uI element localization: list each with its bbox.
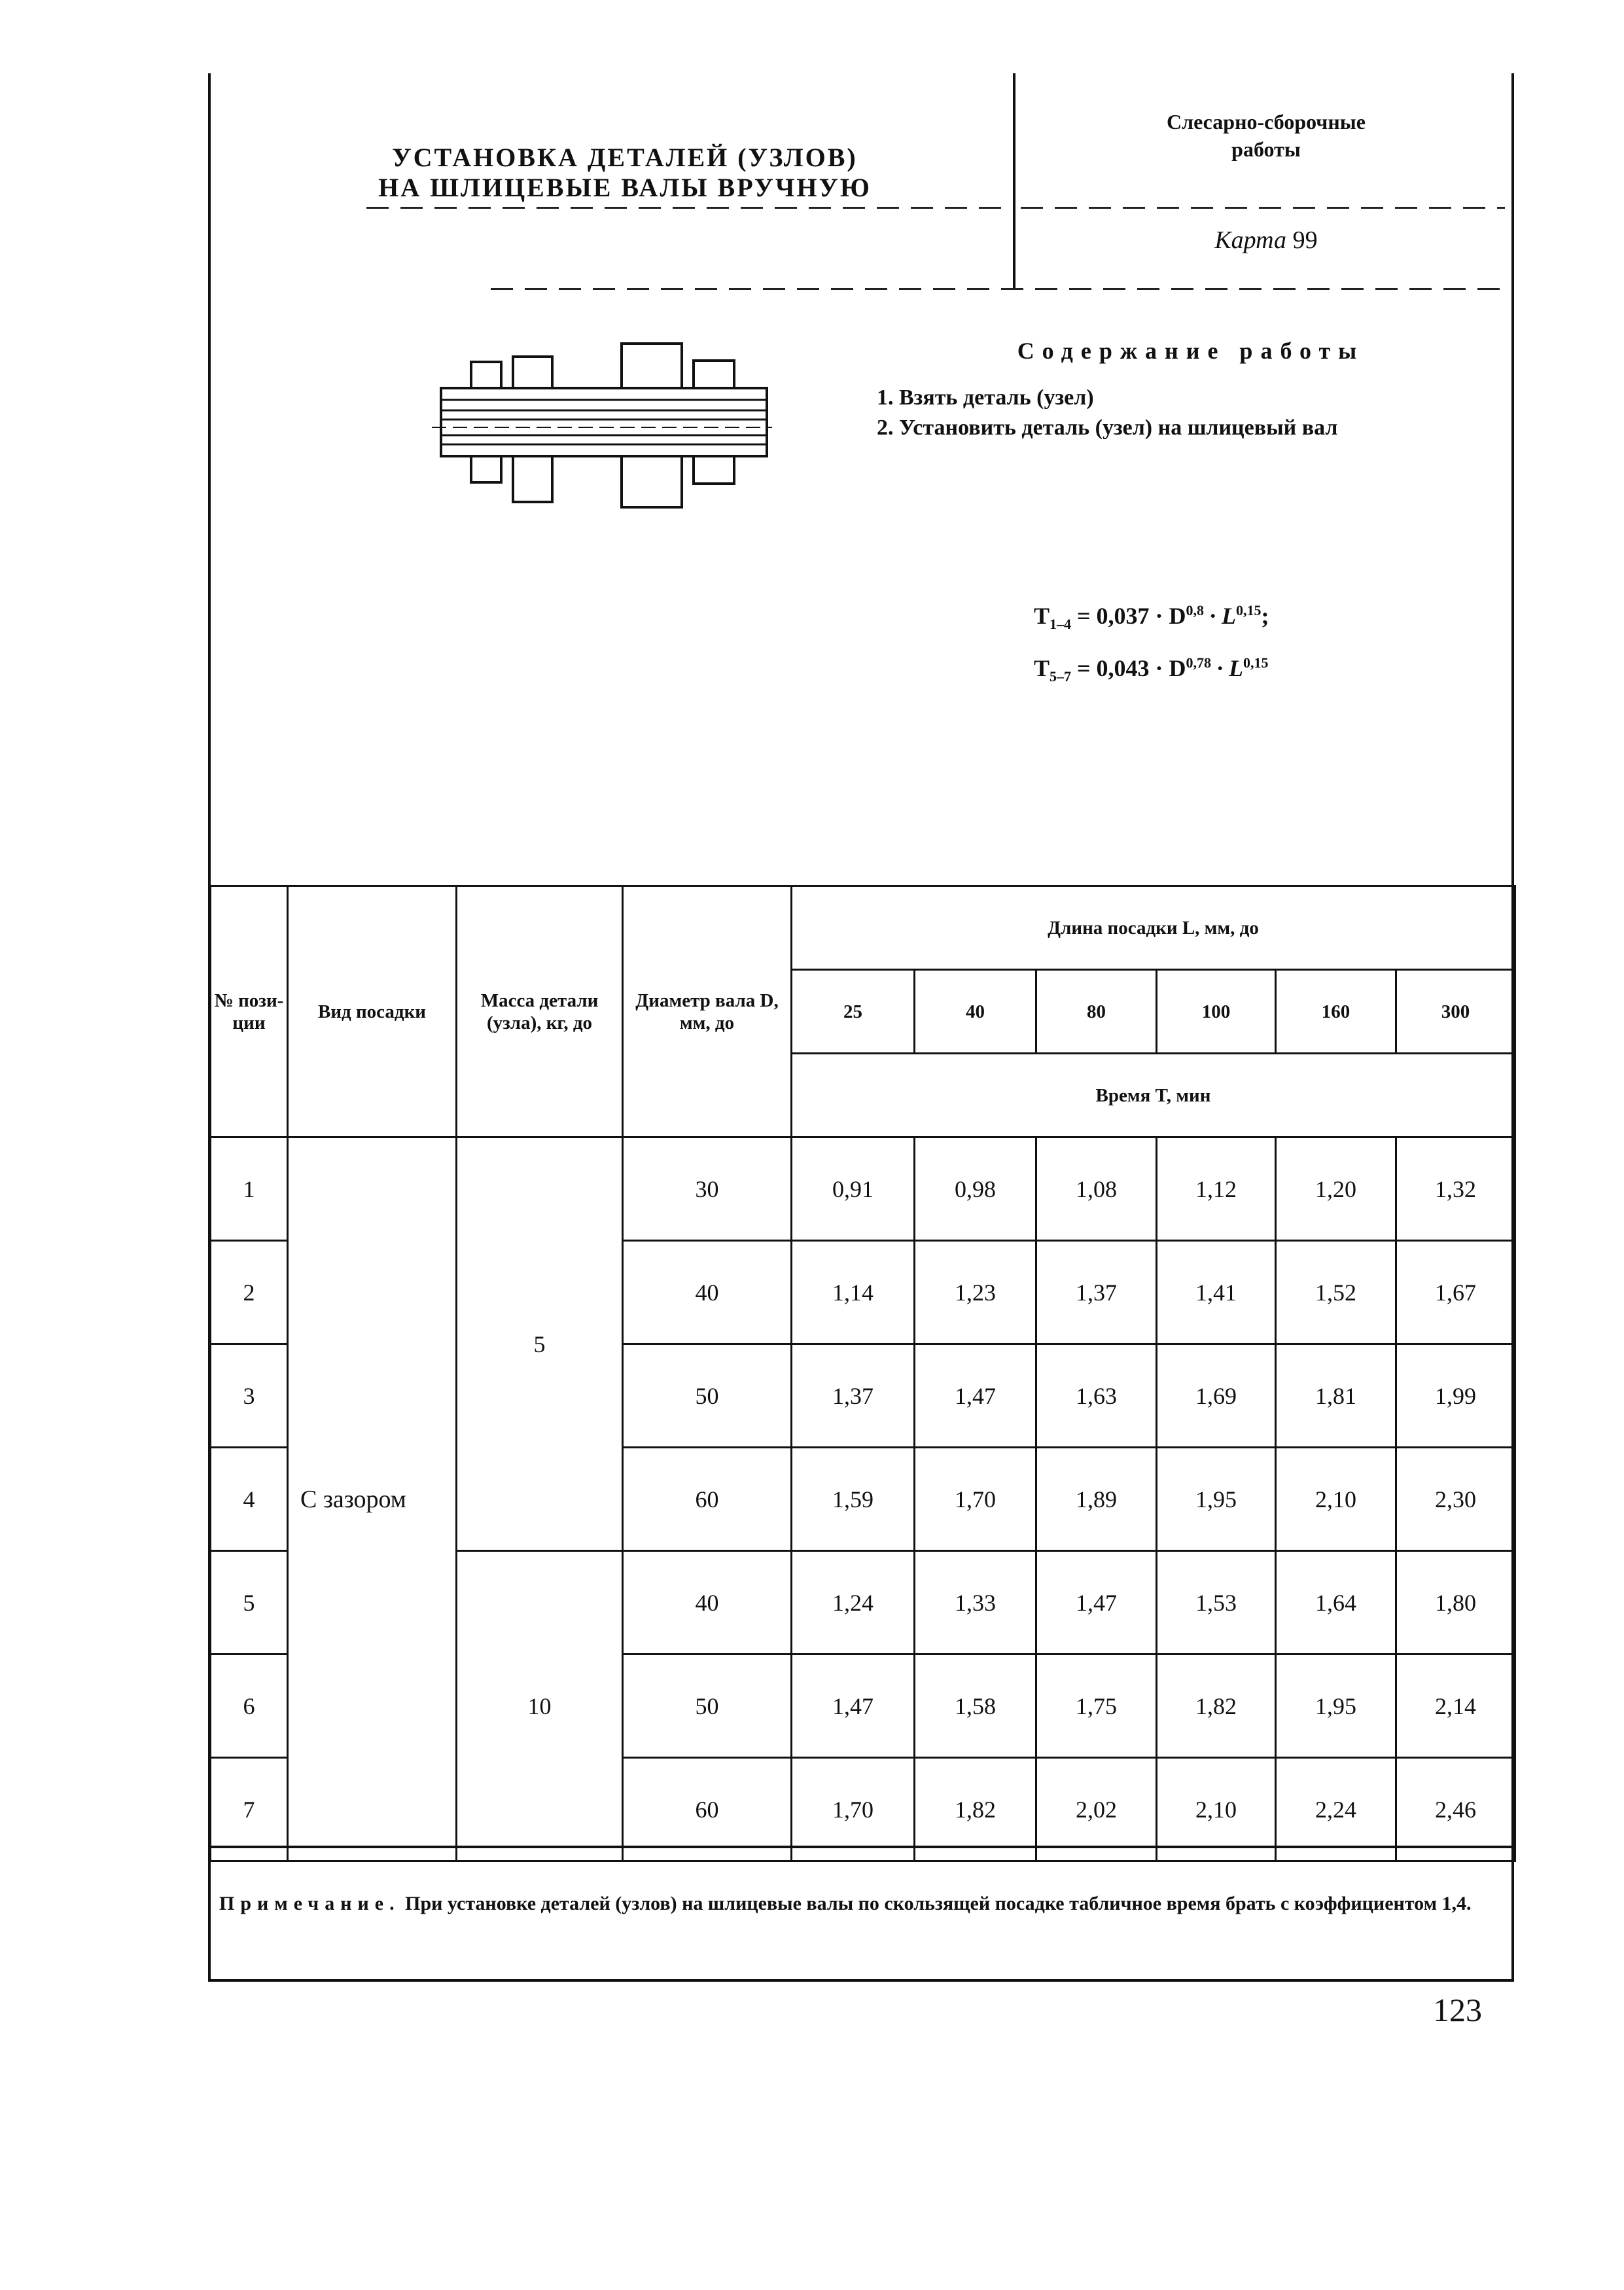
time-cell: 1,52 (1276, 1241, 1396, 1344)
time-cell: 1,47 (915, 1344, 1036, 1448)
header-time: Время T, мин (792, 1054, 1515, 1137)
time-cell: 1,82 (915, 1758, 1036, 1861)
time-cell: 1,64 (1276, 1551, 1396, 1655)
length-40: 40 (915, 970, 1036, 1054)
document-title (216, 143, 1034, 203)
diameter-cell: 50 (623, 1655, 792, 1758)
time-cell: 2,10 (1157, 1758, 1276, 1861)
header-mass: Масса детали (узла), кг, до (457, 886, 623, 1137)
title-underline (366, 207, 1008, 209)
diameter-cell: 50 (623, 1344, 792, 1448)
fit-type-cell: С зазором (288, 1137, 457, 1861)
length-160: 160 (1276, 970, 1396, 1054)
time-cell: 1,63 (1036, 1344, 1157, 1448)
position-cell: 3 (211, 1344, 288, 1448)
time-cell: 1,23 (915, 1241, 1036, 1344)
mass-cell: 5 (457, 1137, 623, 1551)
work-steps-list (877, 383, 1337, 443)
header-bottom-line (491, 288, 1511, 290)
time-cell: 1,47 (792, 1655, 915, 1758)
time-cell: 1,95 (1157, 1448, 1276, 1551)
time-cell: 1,70 (792, 1758, 915, 1861)
time-cell: 1,81 (1276, 1344, 1396, 1448)
time-cell: 1,82 (1157, 1655, 1276, 1758)
diameter-cell: 40 (623, 1551, 792, 1655)
position-cell: 4 (211, 1448, 288, 1551)
diameter-cell: 30 (623, 1137, 792, 1241)
time-cell: 1,08 (1036, 1137, 1157, 1241)
card-number (1021, 226, 1511, 255)
time-cell: 2,10 (1276, 1448, 1396, 1551)
footnote-label: Примечание. (219, 1893, 400, 1914)
time-cell: 0,98 (915, 1137, 1036, 1241)
time-cell: 1,33 (915, 1551, 1036, 1655)
length-80: 80 (1036, 970, 1157, 1054)
header-diameter: Диаметр вала D, мм, до (623, 886, 792, 1137)
title-line-1: УСТАНОВКА ДЕТАЛЕЙ (УЗЛОВ) (392, 143, 858, 172)
category-line-1: Слесарно-сборочные (1167, 110, 1366, 134)
work-category (1021, 108, 1511, 163)
table-row (211, 1137, 1515, 1241)
work-content-heading: Содержание работы (1017, 338, 1365, 364)
time-cell: 1,89 (1036, 1448, 1157, 1551)
page-number: 123 (1433, 1992, 1482, 2028)
frame-bottom-line (208, 1979, 1514, 1982)
time-cell: 1,70 (915, 1448, 1036, 1551)
time-cell: 1,20 (1276, 1137, 1396, 1241)
header-fit-type: Вид посадки (288, 886, 457, 1137)
position-cell: 7 (211, 1758, 288, 1861)
length-100: 100 (1157, 970, 1276, 1054)
header-position: № пози-ции (211, 886, 288, 1137)
time-cell: 1,12 (1157, 1137, 1276, 1241)
time-cell: 1,67 (1396, 1241, 1515, 1344)
work-step-1: 1. Взять деталь (узел) (877, 385, 1094, 410)
time-cell: 1,37 (1036, 1241, 1157, 1344)
time-cell: 2,24 (1276, 1758, 1396, 1861)
time-cell: 1,80 (1396, 1551, 1515, 1655)
card-label: Карта (1214, 226, 1287, 254)
position-cell: 2 (211, 1241, 288, 1344)
time-cell: 1,58 (915, 1655, 1036, 1758)
category-line-2: работы (1231, 137, 1301, 161)
time-norm-table (209, 885, 1516, 1861)
position-cell: 1 (211, 1137, 288, 1241)
time-cell: 2,02 (1036, 1758, 1157, 1861)
position-cell: 6 (211, 1655, 288, 1758)
card-value: 99 (1292, 226, 1318, 254)
category-underline (1021, 207, 1505, 209)
header-fit-length: Длина посадки L, мм, до (792, 886, 1515, 970)
time-cell: 2,30 (1396, 1448, 1515, 1551)
table-bottom-line (208, 1846, 1514, 1848)
time-cell: 2,14 (1396, 1655, 1515, 1758)
time-cell: 1,14 (792, 1241, 915, 1344)
time-cell: 1,47 (1036, 1551, 1157, 1655)
splined-shaft-drawing (432, 337, 772, 533)
position-cell: 5 (211, 1551, 288, 1655)
formula-positions-1-4: $T_{1-4} = 0,037 \cdot D^{0,8} \cdot L^{0,15}$; (1034, 602, 1269, 633)
time-cell: 1,59 (792, 1448, 915, 1551)
mass-cell: 10 (457, 1551, 623, 1861)
time-cell: 1,53 (1157, 1551, 1276, 1655)
diameter-cell: 60 (623, 1448, 792, 1551)
work-step-2: 2. Установить деталь (узел) на шлицевый вал (877, 416, 1338, 440)
footnote-text: При установке деталей (узлов) на шлицевые валы по скользящей посадке табличное время брать с коэффициентом 1,4. (405, 1893, 1472, 1914)
time-cell: 1,41 (1157, 1241, 1276, 1344)
length-300: 300 (1396, 970, 1515, 1054)
time-cell: 2,46 (1396, 1758, 1515, 1861)
time-cell: 1,37 (792, 1344, 915, 1448)
time-cell: 1,99 (1396, 1344, 1515, 1448)
time-cell: 1,24 (792, 1551, 915, 1655)
time-cell: 1,69 (1157, 1344, 1276, 1448)
diameter-cell: 60 (623, 1758, 792, 1861)
time-cell: 1,95 (1276, 1655, 1396, 1758)
time-cell: 1,32 (1396, 1137, 1515, 1241)
formula-positions-5-7: $T_{5-7} = 0,043 \cdot D^{0,78} \cdot L^{0,15}$ (1034, 654, 1269, 685)
time-cell: 1,75 (1036, 1655, 1157, 1758)
time-cell: 0,91 (792, 1137, 915, 1241)
footnote (219, 1890, 1502, 1918)
diameter-cell: 40 (623, 1241, 792, 1344)
length-25: 25 (792, 970, 915, 1054)
title-line-2: НА ШЛИЦЕВЫЕ ВАЛЫ ВРУЧНУЮ (378, 173, 872, 202)
